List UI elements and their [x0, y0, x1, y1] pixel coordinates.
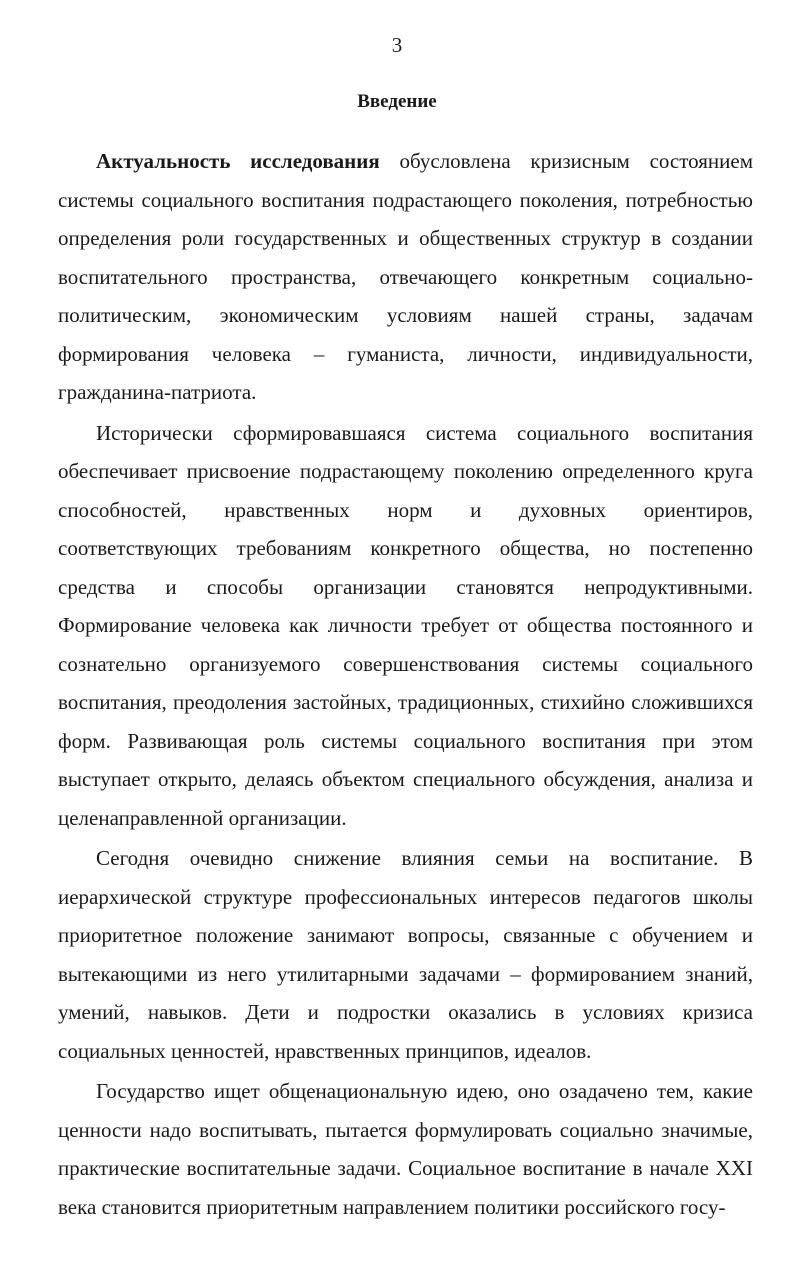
paragraph-text: Исторически сформировавшаяся система социального воспитания обеспечивает присвоение подрастающему поколению определенного круга способностей, нравственных норм и духовных ориентиров, соответствующих требованиям конкретного общества, но постепенно средства и способы организации становятся непродуктивными. Формирование человека как личности требует от общества постоянного и сознательно организуемого совершенствования системы социального воспитания, преодоления застойных, традиционных, стихийно сложившихся форм. Развивающая роль системы социального воспитания при этом выступает открыто, делаясь объектом специального обсуждения, анализа и целенаправленной организации. [58, 420, 753, 830]
paragraph-4 [58, 1072, 753, 1226]
section-heading: Введение [357, 91, 437, 112]
paragraph-text: Государство ищет общенациональную идею, оно озадачено тем, какие ценности надо воспитывать, пытается формулировать социально значимые, практические воспитательные задачи. Социальное воспитание в начале XXI века становится приоритетным направлением политики российского госу- [58, 1079, 753, 1219]
paragraph-1 [58, 142, 753, 412]
paragraph-2 [58, 414, 753, 838]
paragraph-lead: Актуальность исследования [96, 149, 380, 173]
paragraph-3 [58, 839, 753, 1070]
page-number: 3 [391, 33, 403, 57]
body-text [58, 142, 753, 1228]
paragraph-text: обусловлена кризисным состоянием системы социального воспитания подрастающего поколения, потребностью определения роли государственных и общественных структур в создании воспитательного пространства, отвечающего конкретным социально-политическим, экономическим условиям нашей страны, задачам формирования человека – гуманиста, личности, индивидуальности, гражданина-патриота. [58, 149, 753, 404]
paragraph-text: Сегодня очевидно снижение влияния семьи на воспитание. В иерархической структуре профессиональных интересов педагогов школы приоритетное положение занимают вопросы, связанные с обучением и вытекающими из него утилитарными задачами – формированием знаний, умений, навыков. Дети и подростки оказались в условиях кризиса социальных ценностей, нравственных принципов, идеалов. [58, 846, 753, 1063]
